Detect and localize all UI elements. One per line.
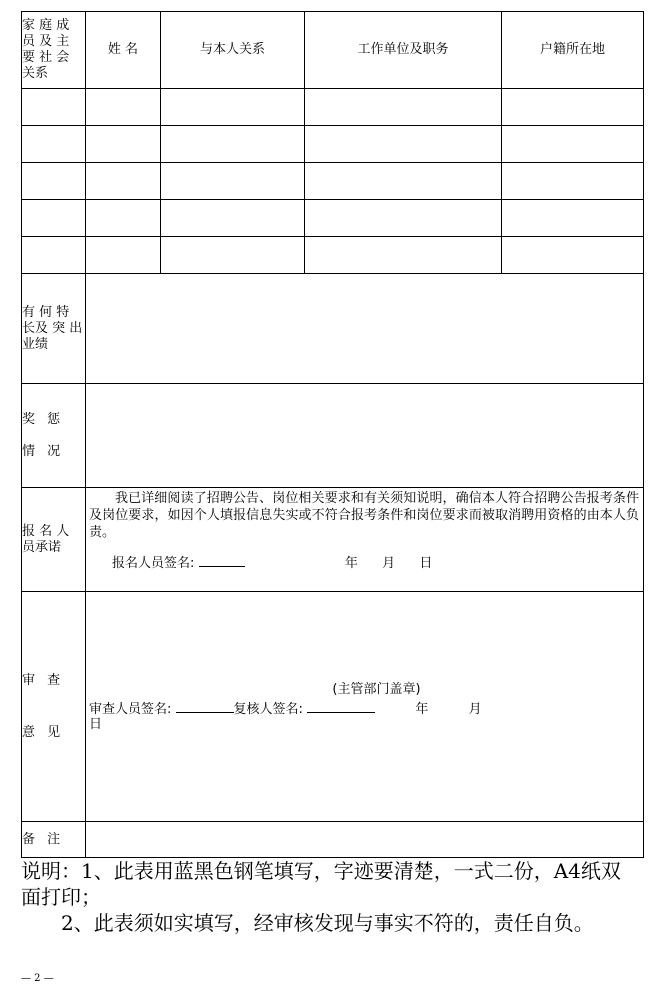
rechecker-signature-label: 复核人签名: <box>233 701 303 717</box>
family-row <box>22 89 644 126</box>
specialty-field[interactable] <box>86 274 644 384</box>
commitment-day-label: 日 <box>419 556 433 571</box>
review-row <box>22 592 644 822</box>
family-name-cell[interactable] <box>86 237 161 274</box>
note-2: 2、此表须如实填写，经审核发现与事实不符的，责任自负。 <box>61 911 594 935</box>
review-year-label: 年 <box>415 701 429 717</box>
family-row-label-cell <box>22 126 86 163</box>
page-number: — 2 — <box>21 973 54 984</box>
family-name-cell[interactable] <box>86 200 161 237</box>
specialty-label: 有 何 特 长及 突 出 业绩 <box>22 274 86 384</box>
family-row-label-cell <box>22 89 86 126</box>
commitment-cell <box>86 488 644 592</box>
family-name-cell[interactable] <box>86 163 161 200</box>
applicant-signature-label: 报名人员签名: <box>112 556 195 571</box>
family-hukou-cell[interactable] <box>502 89 644 126</box>
awards-label-line-1: 奖 惩 <box>22 411 65 427</box>
family-work-cell[interactable] <box>305 126 502 163</box>
col-header-relation: 与本人关系 <box>161 12 305 89</box>
col-header-hukou: 户籍所在地 <box>502 12 644 89</box>
review-label <box>22 592 86 822</box>
family-hukou-cell[interactable] <box>502 126 644 163</box>
department-stamp-label: (主管部门盖章) <box>332 681 421 697</box>
review-day-label: 日 <box>89 716 103 732</box>
family-relation-cell[interactable] <box>161 237 305 274</box>
review-signature-line <box>89 699 640 717</box>
remarks-row <box>22 822 644 858</box>
rechecker-signature-field[interactable] <box>307 699 375 713</box>
family-hukou-cell[interactable] <box>502 200 644 237</box>
family-relation-cell[interactable] <box>161 200 305 237</box>
commitment-row <box>22 488 644 592</box>
family-row-label-cell <box>22 200 86 237</box>
remarks-label: 备 注 <box>22 822 86 858</box>
family-row <box>22 126 644 163</box>
family-relation-cell[interactable] <box>161 126 305 163</box>
reviewer-signature-label: 审查人员签名: <box>89 701 172 717</box>
family-work-cell[interactable] <box>305 89 502 126</box>
family-relation-cell[interactable] <box>161 163 305 200</box>
family-header-row <box>22 12 644 89</box>
applicant-signature-field[interactable] <box>199 553 245 567</box>
family-row <box>22 237 644 274</box>
review-month-label: 月 <box>468 701 482 717</box>
family-work-cell[interactable] <box>305 200 502 237</box>
family-hukou-cell[interactable] <box>502 237 644 274</box>
note-1: 说明：1、此表用蓝黑色钢笔填写，字迹要清楚，一式二份，A4纸双面打印； <box>21 859 621 909</box>
commitment-label: 报 名 人 员承诺 <box>22 488 86 592</box>
commitment-year-label: 年 <box>344 556 358 571</box>
review-label-line-1: 审 查 <box>22 672 65 688</box>
family-hukou-cell[interactable] <box>502 163 644 200</box>
family-row <box>22 200 644 237</box>
instructions-notes <box>21 858 639 936</box>
specialty-row <box>22 274 644 384</box>
applicant-signature-line <box>86 553 643 572</box>
family-work-cell[interactable] <box>305 237 502 274</box>
family-name-cell[interactable] <box>86 126 161 163</box>
family-relations-label: 家 庭 成 员 及 主 要 社 会 关系 <box>22 12 86 89</box>
reviewer-signature-field[interactable] <box>176 699 234 713</box>
registration-form-table <box>21 11 644 858</box>
review-cell <box>86 592 644 822</box>
family-row-label-cell <box>22 163 86 200</box>
awards-label <box>22 384 86 488</box>
col-header-name: 姓 名 <box>86 12 161 89</box>
family-row-label-cell <box>22 237 86 274</box>
awards-row <box>22 384 644 488</box>
commitment-month-label: 月 <box>382 556 396 571</box>
awards-label-line-2: 情 况 <box>22 443 65 459</box>
family-work-cell[interactable] <box>305 163 502 200</box>
family-name-cell[interactable] <box>86 89 161 126</box>
family-row <box>22 163 644 200</box>
col-header-work-unit: 工作单位及职务 <box>305 12 502 89</box>
awards-field[interactable] <box>86 384 644 488</box>
review-label-line-2: 意 见 <box>22 724 65 740</box>
commitment-text: 我已详细阅读了招聘公告、岗位相关要求和有关须知说明，确信本人符合招聘公告报考条件及岗位要求，如因个人填报信息失实或不符合报考条件和岗位要求而被取消聘用资格的由本人负责。 <box>89 491 639 540</box>
family-relation-cell[interactable] <box>161 89 305 126</box>
remarks-field[interactable] <box>86 822 644 858</box>
